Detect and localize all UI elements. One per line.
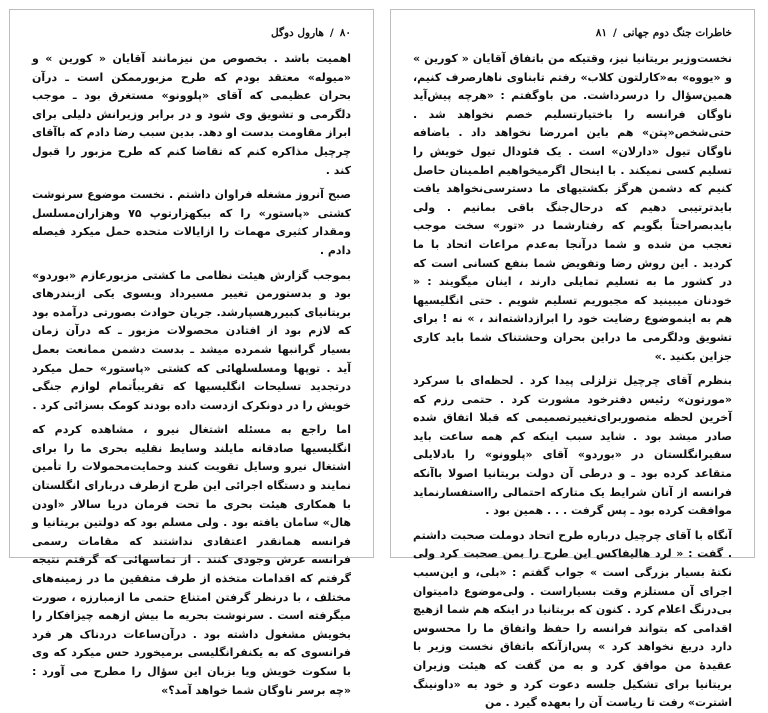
paragraph: نخست‌وزیر بریتانیا نیز، وقتیکه من باتفاق آقایان « کورین » و «یووه» به‌«کارلتون کلاب» رفتم تابناوی ناهارصرف کنیم، همین‌سؤال را درسرداشت. من باوگفتم : «هرچه پیش‌آید ناوگان فرانسه را باختیارتسلیم خصم نخواهد شد . حتی‌شخص«پتن» هم باین امررضا نخواهد داد . باضافه ناوگان تیول «دارلان» است . یک فئودال تیول خویش را تسلیم کسی نمیکند . با اینحال اگرمیخواهیم اطمینان حاصل کنیم که دشمن هرگز بکشتیهای ما دسترسی‌نخواهد یافت بایدترتیبی دهیم که درحال‌جنگ باقی بمانیم . ولی بایدبصراحتاً بگویم که رفتارشما در «تور» سخت موجب تعجب من شده و شما درآنجا به‌عدم مراعات اتحاد با ما کردید . این روش رضا وتفویض شما بنفع کسانی است که در کشور ما به تسلیم تمایلی دارند ، اینان میگویند : « خودنان میبینید که مجبوریم تسلیم شویم . حتی انگلیسیها هم به اینموضوع رضایت خود را ابرازداشته‌اند ، » نه ! برای تشویق ودلگرمی ما دراین بحران وحشتناک شما باید کاری جزاین بکنید .»: [413, 52, 732, 363]
right-book-page: [390, 9, 755, 710]
running-title: خاطرات جنگ دوم جهانی: [622, 27, 732, 39]
header-separator: /: [613, 27, 617, 39]
right-page-body: [413, 50, 732, 713]
left-page-body: [32, 50, 351, 700]
left-page-header: [32, 24, 351, 42]
right-page-header: [413, 24, 732, 42]
left-book-page: [9, 9, 374, 697]
running-title: هارول دوگل: [271, 27, 324, 39]
paragraph: صبح آنروز مشغله فراوان داشتم . نخست موضوع سرنوشت کشتی «پاستور» را که بیکهزارتوپ ۷۵ وهزاران‌مسلسل ومقدار کثیری مهمات را ازایالات متحده حمل میکرد فیصله دادم .: [32, 188, 352, 257]
page-number: ۸۱: [595, 27, 608, 39]
paragraph: اهمیت باشد . بخصوص من نیزمانند آقایان « کورین » و «میوله» معتقد بودم که طرح مزبورممکن است ـ درآن بحران عظیمی که آقای «پلوونو» مستغرق بود ـ موجب دلگرمی و تشویق وی شود و در برابر وزیرانش دلیلی برای ابراز مقاومت بدست او دهد. بدین سبب رضا دادم که باآقای چرچیل مذاکره کنم که تقاضا کنم که طرح مزبور را قبول کند .: [32, 52, 351, 177]
header-separator: /: [329, 27, 334, 39]
paragraph: بنظرم آقای چرچیل تزلزلی پیدا کرد . لحظه‌ای با سرکرد «مورتون» رئیس دفترخود مشورت کرد . حتمی رزم که آخرین لحظه‌ متصوربرای‌تغییرتصمیمی که قبلا‌ اتفاق‌ شده صادر میشد بود . شاید سبب اینکه کم همه ساعت باید سفیرانگلستان در «بوردو» آقای «پلوونو» را بادلایلی متقاعد کرده بود ـ و درطی آن دولت بریتانیا اصولا باآنکه فرانسه از آنان شرایط یک متارکه احتمالی را‌استفسارنماید موافقت کرده بود ـ پس گرفت . . . همین بود .: [413, 374, 732, 518]
paragraph: اما راجع به مسئله اشتغال نیرو ، مشاهده کردم که انگلیسیها صادقانه مایلند وسایط نقلیه بحری ما را برای اشتغال نیرو وسایل تقویت کنند وحمایت‌محمولات را تأمین نمایند و دستگاه اجرائی این طرح ازطرف دربارای انگلستان با همکاری هیئت بحری ما تحت فرمان دریا سالار «اودن هال» سامان یافته بود . ولی مسلم بود که دولتین بریتانیا و فرانسه همانقدر اعتقادی نداشتند که مقامات رسمی فرانسه عرش وجودی کنند . از تماسهائی که گرفتم نتیجه گرفتم که اقدامات متخذه از طرف متفقین ما در زمینه‌های مختلف ، با درنظر گرفتن امتناع حتمی ما ازمبارزه ، صورت میگرفته است . سرنوشت بحریه ما بیش ازهمه چیزافکار را بخویش مشغول داشته بود . درآن‌ساعات دردناک هر فرد فرانسوی که به یکنفرانگلیسی برمیخورد حس میکرد که وی با سکوت خویش ویا بزبان این سؤال را مطرح می آورد : «چه برسر ناوگان شما خواهد آمد؟»: [32, 423, 351, 697]
paragraph: آنگاه با آقای چرچیل درباره طرح اتحاد دوملت صحبت داشتم . گفت : « لرد هالیفاکس این طرح را بمن صحبت کرد ولی نکتهٔ بسیار بزرگی است » جواب گفتم : «بلی، و این‌سبب اجرای آن مستلزم وقت بسیاراست . ولی‌موضوع دامیتوان بی‌درنگ اعلام کرد . کنون‌ که‌ بریتانیا در اینکه هم ‌شما ازهیچ اقدامی که بتواند فرانسه را حفظ واتفاق ما را محسوس دارد دریغ نخواهد کرد » پس‌ازآنکه با‌تفاق نخست وزیر با عقیدهٔ من موافق کرد و به من گفت که هیئت وزیران بریتانیا برای تشکیل جلسه دعوت کرد و خود به «داونینگ اشترت» رفت تا ریاست آن را بعهده گیرد . من: [413, 528, 732, 710]
page-number: ۸۰: [339, 27, 351, 39]
paragraph: بموجب گزارش هیئت نظامی ما کشتی مزبورعازم «بوردو» بود و بدستورمن تغییر مسیرداد وبسوی یکی ازبندرهای بریتانیای کبیررهسپارشد. جریان حوادث بصورتی درآمده بود که لازم بود از افتادن محصولات مزبور ـ که درآن زمان بسیار گرانبها شمرده میشد ـ بدست دشمن ممانعت بعمل آید . توپها ومسلسلهائی که کشتی «پاستور» حمل میکرد درتجدید تسلیحات انگلیسیها که تقریباًتمام لوازم جنگی خویش را در دونکرک ازدست داده بودند کومک بسزائی کرد .: [32, 268, 351, 412]
